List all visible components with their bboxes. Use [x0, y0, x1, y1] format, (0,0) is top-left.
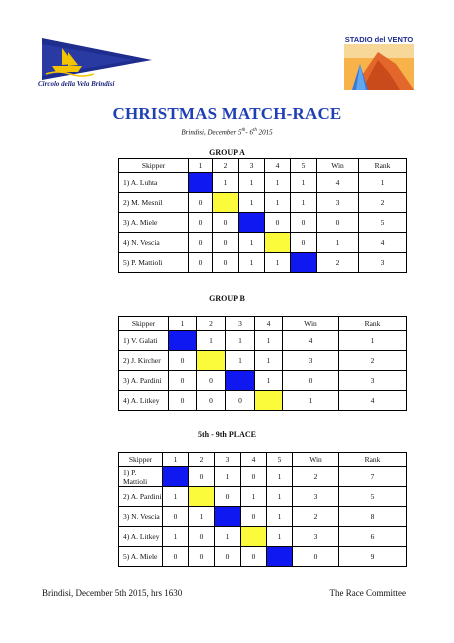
header-cell: 1 [163, 453, 189, 467]
result-cell: 0 [197, 391, 226, 411]
result-cell: 3 [359, 253, 407, 273]
result-cell: 2 [317, 253, 359, 273]
table-row [119, 371, 407, 391]
result-cell: 1 [267, 487, 293, 507]
result-cell: 5 [359, 213, 407, 233]
result-cell: 1 [267, 507, 293, 527]
result-cell: 0 [241, 467, 267, 487]
result-cell: 9 [339, 547, 407, 567]
skipper-name: 4) N. Vescia [119, 233, 189, 253]
result-cell: 4 [283, 331, 339, 351]
result-cell: 0 [197, 371, 226, 391]
table-row [119, 467, 407, 487]
table-row [119, 507, 407, 527]
result-cell: 2 [293, 467, 339, 487]
result-cell: 7 [339, 467, 407, 487]
result-cell: 6 [339, 527, 407, 547]
result-cell: 1 [255, 371, 283, 391]
subtitle-place: Brindisi, December 5 [181, 128, 242, 137]
result-cell: 0 [213, 233, 239, 253]
table-row [119, 193, 407, 213]
skipper-name: 4) A. Litkey [119, 391, 169, 411]
circolo-vela-brindisi-logo [38, 36, 156, 86]
result-cell: 0 [189, 193, 213, 213]
result-cell: 0 [293, 547, 339, 567]
footer-signature: The Race Committee [329, 588, 406, 598]
header-cell: Rank [339, 453, 407, 467]
group-a-table [118, 158, 407, 273]
result-cell: 0 [189, 213, 213, 233]
table-row [119, 487, 407, 507]
page-title: CHRISTMAS MATCH-RACE [112, 104, 342, 123]
header-skipper: Skipper [119, 317, 169, 331]
result-cell: 4 [317, 173, 359, 193]
result-cell: 0 [189, 233, 213, 253]
result-cell: 1 [239, 173, 265, 193]
header-cell: Rank [359, 159, 407, 173]
table-row [119, 391, 407, 411]
table-row [119, 213, 407, 233]
self-match-cell [239, 213, 265, 233]
result-cell: 5 [339, 487, 407, 507]
result-cell: 0 [189, 253, 213, 273]
result-cell: 1 [215, 527, 241, 547]
group-b-table [118, 316, 407, 411]
header-skipper: Skipper [119, 159, 189, 173]
result-cell: 1 [226, 331, 255, 351]
result-cell: 1 [163, 487, 189, 507]
result-cell: 1 [339, 331, 407, 351]
result-cell: 0 [215, 487, 241, 507]
self-match-cell [241, 527, 267, 547]
result-cell: 1 [291, 173, 317, 193]
result-cell: 0 [291, 213, 317, 233]
skipper-name: 2) A. Pardini [119, 487, 163, 507]
result-cell: 1 [265, 173, 291, 193]
result-cell: 0 [169, 371, 197, 391]
result-cell: 0 [291, 233, 317, 253]
result-cell: 8 [339, 507, 407, 527]
result-cell: 0 [169, 351, 197, 371]
place-5-9-title: 5th - 9th PLACE [197, 430, 256, 439]
right-logo-text: STADIO del VENTO [344, 35, 414, 44]
header-cell: 5 [267, 453, 293, 467]
self-match-cell [215, 507, 241, 527]
result-cell: 0 [215, 547, 241, 567]
skipper-name: 5) A. Miele [119, 547, 163, 567]
result-cell: 3 [293, 487, 339, 507]
result-cell: 0 [213, 253, 239, 273]
table-row [119, 527, 407, 547]
self-match-cell [169, 331, 197, 351]
result-cell: 3 [317, 193, 359, 213]
result-cell: 1 [239, 233, 265, 253]
place-5-9-table [118, 452, 407, 567]
subtitle-year: 2015 [256, 128, 273, 137]
result-cell: 2 [359, 193, 407, 213]
skipper-name: 3) A. Miele [119, 213, 189, 233]
result-cell: 0 [265, 213, 291, 233]
header-cell: 3 [226, 317, 255, 331]
header-cell: 3 [239, 159, 265, 173]
result-cell: 1 [255, 351, 283, 371]
page-subtitle [0, 128, 454, 136]
result-cell: 1 [267, 467, 293, 487]
result-cell: 1 [267, 527, 293, 547]
result-cell: 0 [317, 213, 359, 233]
result-cell: 4 [359, 233, 407, 253]
header-cell: 1 [169, 317, 197, 331]
table-row [119, 233, 407, 253]
table-row [119, 253, 407, 273]
self-match-cell [255, 391, 283, 411]
result-cell: 0 [241, 507, 267, 527]
result-cell: 1 [239, 193, 265, 213]
header-cell: Win [293, 453, 339, 467]
result-cell: 1 [213, 173, 239, 193]
result-cell: 1 [317, 233, 359, 253]
self-match-cell [265, 233, 291, 253]
result-cell: 3 [283, 351, 339, 371]
header-cell: 2 [213, 159, 239, 173]
result-cell: 3 [293, 527, 339, 547]
header-cell: 4 [241, 453, 267, 467]
table-header-row [119, 317, 407, 331]
subtitle-sup-1: th [241, 128, 246, 133]
self-match-cell [291, 253, 317, 273]
skipper-name: 1) V. Galati [119, 331, 169, 351]
result-cell: 0 [163, 547, 189, 567]
self-match-cell [213, 193, 239, 213]
header-skipper: Skipper [119, 453, 163, 467]
result-cell: 0 [189, 467, 215, 487]
table-row [119, 331, 407, 351]
result-cell: 1 [283, 391, 339, 411]
self-match-cell [226, 371, 255, 391]
skipper-name: 1) A. Luhta [119, 173, 189, 193]
header-cell: 2 [189, 453, 215, 467]
result-cell: 0 [189, 527, 215, 547]
table-header-row [119, 159, 407, 173]
skipper-name: 1) P. Mattioli [119, 467, 163, 487]
result-cell: 0 [163, 507, 189, 527]
result-cell: 1 [215, 467, 241, 487]
header-cell: 1 [189, 159, 213, 173]
header-cell: Rank [339, 317, 407, 331]
skipper-name: 3) A. Pardini [119, 371, 169, 391]
stadio-del-vento-logo [338, 34, 420, 92]
self-match-cell [267, 547, 293, 567]
skipper-name: 2) M. Mesnil [119, 193, 189, 213]
table-row [119, 547, 407, 567]
result-cell: 1 [189, 507, 215, 527]
result-cell: 0 [226, 391, 255, 411]
header-cell: Win [283, 317, 339, 331]
header-cell: 4 [255, 317, 283, 331]
result-cell: 1 [226, 351, 255, 371]
header-cell: 4 [265, 159, 291, 173]
result-cell: 4 [339, 391, 407, 411]
self-match-cell [163, 467, 189, 487]
group-a-title: GROUP A [209, 148, 245, 157]
subtitle-mid: - 6 [245, 128, 253, 137]
table-header-row [119, 453, 407, 467]
self-match-cell [189, 173, 213, 193]
skipper-name: 5) P. Mattioli [119, 253, 189, 273]
table-row [119, 351, 407, 371]
result-cell: 3 [339, 371, 407, 391]
result-cell: 0 [169, 391, 197, 411]
subtitle-sup-2: th [252, 128, 257, 133]
result-cell: 1 [265, 253, 291, 273]
result-cell: 0 [213, 213, 239, 233]
self-match-cell [189, 487, 215, 507]
result-cell: 1 [239, 253, 265, 273]
skipper-name: 4) A. Litkey [119, 527, 163, 547]
group-b-title: GROUP B [209, 294, 245, 303]
header-cell: Win [317, 159, 359, 173]
header-cell: 5 [291, 159, 317, 173]
header-cell: 2 [197, 317, 226, 331]
result-cell: 0 [283, 371, 339, 391]
result-cell: 1 [265, 193, 291, 213]
skipper-name: 3) N. Vescia [119, 507, 163, 527]
footer-date: Brindisi, December 5th 2015, hrs 1630 [42, 588, 183, 598]
result-cell: 0 [241, 547, 267, 567]
result-cell: 1 [359, 173, 407, 193]
result-cell: 2 [339, 351, 407, 371]
result-cell: 2 [293, 507, 339, 527]
result-cell: 1 [291, 193, 317, 213]
result-cell: 0 [189, 547, 215, 567]
result-cell: 1 [197, 331, 226, 351]
self-match-cell [197, 351, 226, 371]
left-logo-caption: Circolo della Vela Brindisi [38, 80, 115, 88]
result-cell: 1 [255, 331, 283, 351]
header-cell: 3 [215, 453, 241, 467]
table-row [119, 173, 407, 193]
result-cell: 1 [163, 527, 189, 547]
skipper-name: 2) J. Kircher [119, 351, 169, 371]
result-cell: 1 [241, 487, 267, 507]
